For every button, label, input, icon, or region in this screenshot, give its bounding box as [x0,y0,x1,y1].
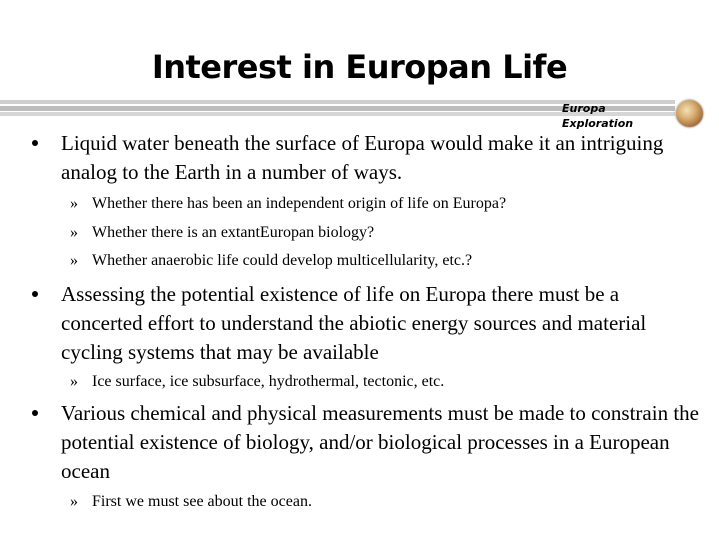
bullet-2 [61,280,701,367]
sub-bullet-text: Whether anaerobic life could develop multicellularity, etc.? [92,252,473,269]
europa-planet-icon [676,100,703,127]
sub-marker-icon: » [70,224,78,241]
bullet-1-text: Liquid water beneath the surface of Europa would make it an intriguing analog to the Earth in a number of ways. [61,131,664,184]
bullet-2-text: Assessing the potential existence of life on Europa there must be a concerted effort to understand the abiotic energy sources and material cycling systems that may be available [61,282,647,364]
sub-bullet-text: Whether there is an extantEuropan biology? [92,224,375,241]
bullet-dot-icon [32,140,38,146]
sub-bullet-1-1 [70,194,692,214]
logo-line-2: Exploration [562,117,634,130]
bullet-dot-icon [32,410,38,416]
sub-bullet-1-3 [70,251,692,271]
europa-exploration-logo [562,101,633,131]
sub-bullet-text: Ice surface, ice subsurface, hydrothermal, tectonic, etc. [92,373,445,390]
sub-marker-icon: » [70,373,78,390]
sub-marker-icon: » [70,493,78,510]
bullet-1 [61,129,701,187]
sub-marker-icon: » [70,252,78,269]
sub-bullet-3-1 [70,492,692,512]
logo-line-1: Europa [562,102,606,115]
bullet-3 [61,399,701,486]
sub-bullet-2-1 [70,372,692,392]
slide-title: Interest in Europan Life [151,48,568,86]
bullet-3-text: Various chemical and physical measurements must be made to constrain the potential existence of biology, and/or biological processes in a European ocean [61,401,699,483]
sub-bullet-text: First we must see about the ocean. [92,493,312,510]
sub-bullet-text: Whether there has been an independent origin of life on Europa? [92,195,507,212]
bullet-dot-icon [32,291,38,297]
sub-bullet-1-2 [70,223,692,243]
sub-marker-icon: » [70,195,78,212]
